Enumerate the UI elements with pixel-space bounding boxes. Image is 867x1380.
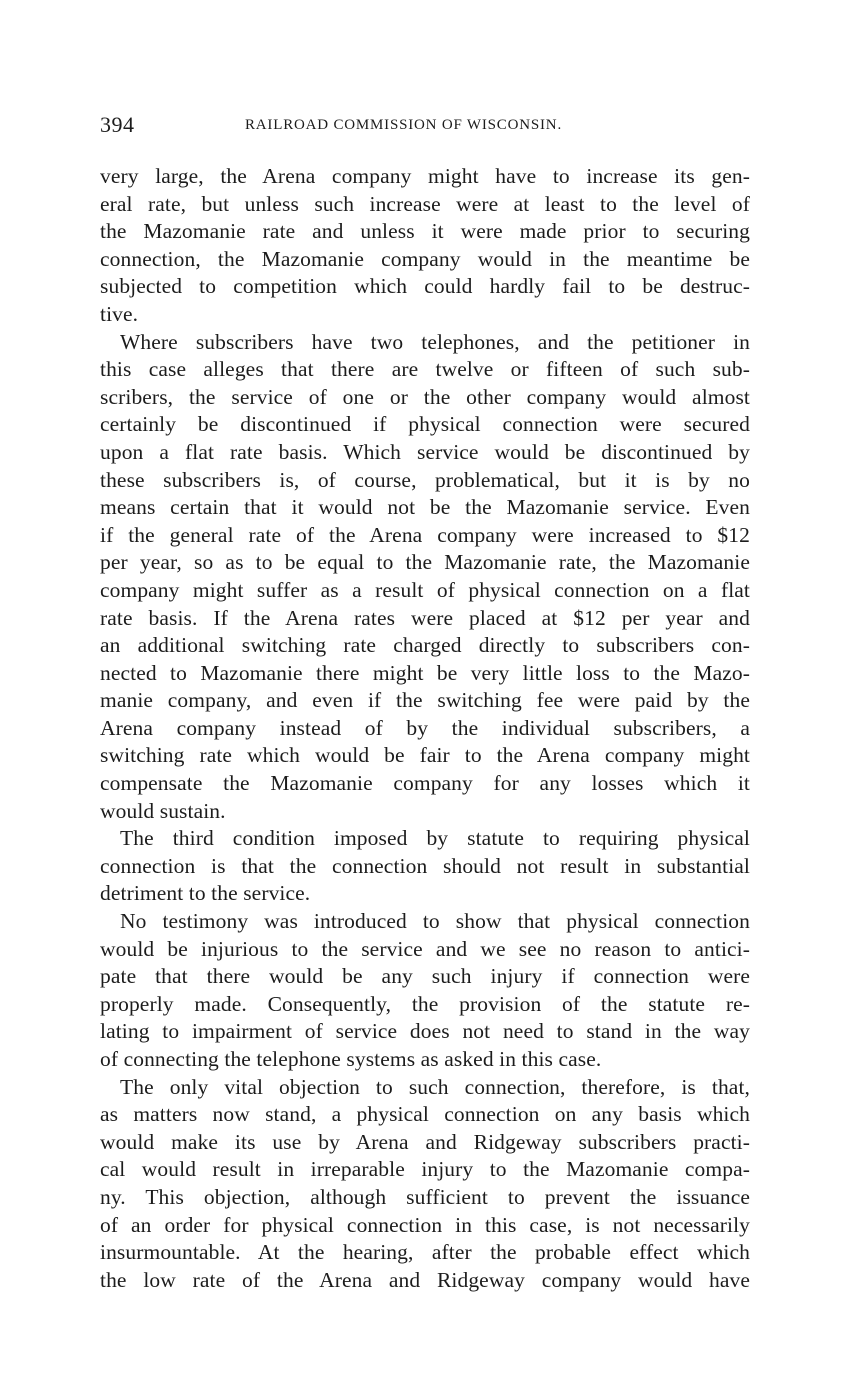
text-line: this case alleges that there are twelve or fifteen of such sub- (100, 357, 750, 382)
text-line: switching rate which would be fair to the Arena company might (100, 743, 750, 768)
text-line: would make its use by Arena and Ridgeway subscribers practi- (100, 1129, 750, 1154)
page-number: 394 (100, 112, 135, 137)
text-line: means certain that it would not be the Mazomanie service. Even (100, 495, 750, 520)
text-line: the low rate of the Arena and Ridgeway company would have (100, 1267, 750, 1292)
text-line: lating to impairment of service does not need to stand in the way (100, 1019, 750, 1044)
text-line: the Mazomanie rate and unless it were made prior to securing (100, 219, 750, 244)
text-line: would be injurious to the service and we see no reason to antici- (100, 936, 750, 961)
text-line: if the general rate of the Arena company were increased to $12 (100, 522, 750, 547)
paragraph (100, 163, 750, 329)
text-line: scribers, the service of one or the other company would almost (100, 384, 750, 409)
text-line: company might suffer as a result of physical connection on a flat (100, 577, 750, 602)
text-line: rate basis. If the Arena rates were placed at $12 per year and (100, 605, 750, 630)
text-line: cal would result in irreparable injury to the Mazomanie compa- (100, 1157, 750, 1182)
text-line: No testimony was introduced to show that physical connection (120, 909, 750, 934)
text-line: manie company, and even if the switching fee were paid by the (100, 688, 750, 713)
text-line: ny. This objection, although sufficient to prevent the issuance (100, 1184, 750, 1209)
text-line: pate that there would be any such injury if connection were (100, 964, 750, 989)
paragraph (100, 825, 750, 908)
text-line: properly made. Consequently, the provision of the statute re- (100, 991, 750, 1016)
text-line: upon a flat rate basis. Which service would be discontinued by (100, 439, 750, 464)
text-line: subjected to competition which could hardly fail to be destruc- (100, 274, 750, 299)
text-line: detriment to the service. (100, 881, 311, 906)
page-header (100, 112, 750, 142)
text-line: Where subscribers have two telephones, and the petitioner in (120, 329, 750, 354)
paragraph (100, 908, 750, 1074)
text-line: insurmountable. At the hearing, after the probable effect which (100, 1240, 750, 1265)
text-line: of connecting the telephone systems as asked in this case. (100, 1047, 602, 1071)
text-line: nected to Mazomanie there might be very little loss to the Mazo- (100, 660, 750, 685)
text-line: The only vital objection to such connection, therefore, is that, (120, 1074, 750, 1099)
text-line: certainly be discontinued if physical connection were secured (100, 412, 750, 437)
text-line: an additional switching rate charged directly to subscribers con- (100, 633, 750, 658)
text-line: connection, the Mazomanie company would in the meantime be (100, 246, 750, 271)
text-line: per year, so as to be equal to the Mazomanie rate, the Mazomanie (100, 550, 750, 575)
text-line: as matters now stand, a physical connection on any basis which (100, 1102, 750, 1127)
text-line: connection is that the connection should not result in substantial (100, 853, 750, 878)
paragraph (100, 1074, 750, 1295)
text-line: very large, the Arena company might have to increase its gen- (100, 164, 750, 188)
text-line: eral rate, but unless such increase were at least to the level of (100, 191, 750, 216)
text-line: these subscribers is, of course, problematical, but it is by no (100, 467, 750, 492)
text-line: The third condition imposed by statute to requiring physical (120, 826, 750, 851)
text-line: would sustain. (100, 798, 226, 823)
text-line: tive. (100, 301, 139, 326)
text-line: compensate the Mazomanie company for any losses which it (100, 771, 750, 796)
body-text (100, 163, 750, 1294)
paragraph (100, 329, 750, 826)
text-line: Arena company instead of by the individual subscribers, a (100, 715, 750, 740)
text-line: of an order for physical connection in this case, is not necessarily (100, 1212, 750, 1237)
running-head: RAILROAD COMMISSION OF WISCONSIN. (245, 117, 562, 133)
